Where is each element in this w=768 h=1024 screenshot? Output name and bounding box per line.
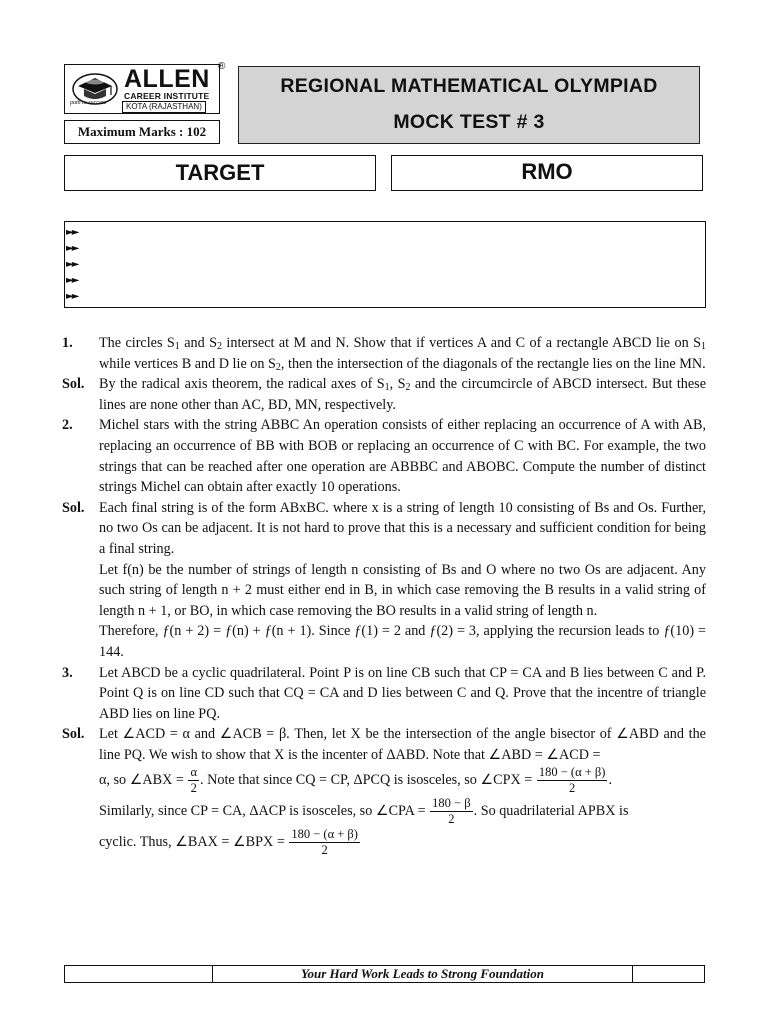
logo-subtitle: CAREER INSTITUTE bbox=[124, 91, 210, 101]
page-footer bbox=[64, 965, 705, 983]
logo-brand: ALLEN bbox=[124, 65, 210, 93]
solution-paragraph: Each final string is of the form ABxBC. where x is a string of length 10 consisting of Bs and Os. Further, no two Os can be adjacent. It is not hard to prove that this is a necessary and sufficient condition for being a final string. bbox=[99, 499, 706, 557]
bullet-arrow-icon: ►► bbox=[66, 243, 78, 254]
bullet-arrow-icon: ►► bbox=[66, 291, 78, 302]
solution-label: Sol. bbox=[62, 726, 85, 743]
solution-3 bbox=[62, 724, 706, 858]
bullet-arrow-icon: ►► bbox=[66, 275, 78, 286]
solution-text bbox=[99, 498, 706, 663]
solution-paragraph: Therefore, ƒ(n + 2) = ƒ(n) + ƒ(n + 1). Since ƒ(1) = 2 and ƒ(2) = 3, applying the recursion leads to ƒ(10) = 144. bbox=[99, 623, 707, 660]
registered-mark: ® bbox=[218, 61, 226, 72]
question-text: Michel stars with the string ABBC An operation consists of either replacing an occurrence of A with AB, replacing an occurrence of BB with BOB or replacing an occurrence of C with BC. For example, the two strings that can be reached after one operation are ABBBC and ABOBC. Compute the number of distinct strings Michel can obtain after exactly 10 operations. bbox=[99, 417, 706, 496]
fraction: $\frac{180 - (\alpha + \beta)}{2}$ bbox=[291, 827, 358, 858]
fraction: $\frac{180 - (\alpha + \beta)}{2}$ bbox=[538, 765, 606, 796]
solution-label: Sol. bbox=[62, 376, 85, 393]
target-value: RMO bbox=[391, 155, 703, 191]
fraction: $\frac{180 - \beta}{2}$ bbox=[432, 796, 471, 827]
solution-text bbox=[99, 724, 706, 858]
solution-math-line: α, so ∠ABX = $\frac{\alpha}{2}$ . Note that since CQ = CP, ΔPCQ is isosceles, so ∠CPX = $\frac{180 - (\alpha + \beta)}{2}$ . bbox=[99, 765, 612, 796]
problem-list bbox=[62, 333, 706, 858]
footer-left-cell bbox=[65, 966, 213, 982]
bullet-arrow-icon: ►► bbox=[66, 259, 78, 270]
solution-paragraph: Let f(n) be the number of strings of length n consisting of Bs and O where no two Os are adjacent. Any such string of length n + 2 must either end in B, in which case removing the B results in a valid string of length n + 1, or BO, in which case removing the BO results in a valid string of length n. bbox=[99, 561, 706, 619]
solution-label: Sol. bbox=[62, 499, 85, 516]
solution-2 bbox=[62, 498, 706, 663]
instructions-box bbox=[64, 221, 706, 308]
question-3 bbox=[62, 663, 706, 725]
exam-title-box bbox=[238, 66, 700, 144]
bullet-arrow-icon: ►► bbox=[66, 227, 78, 238]
logo-location: KOTA (RAJASTHAN) bbox=[122, 101, 206, 113]
solution-text: By the radical axis theorem, the radical axes of $S_1$, $S_2$ and the circumcircle of ABCD intersect. But these lines are none other than AC, BD, MN, respectively. bbox=[99, 376, 706, 413]
question-1 bbox=[62, 333, 706, 374]
question-number: 3. bbox=[62, 664, 73, 681]
fraction: $\frac{\alpha}{2}$ bbox=[190, 765, 198, 796]
solution-paragraph: Let ∠ACD = α and ∠ACB = β. Then, let X be the intersection of the angle bisector of ∠ABD and the line PQ. We wish to show that X is the incenter of ΔABD. Note that ∠ABD = ∠ACD = bbox=[99, 726, 706, 763]
footer-right-cell bbox=[632, 966, 704, 982]
question-number: 1. bbox=[62, 335, 73, 351]
solution-1 bbox=[62, 374, 706, 415]
solution-math-line: Similarly, since CP = CA, ΔACP is isosceles, so ∠CPA = $\frac{180 - \beta}{2}$ . So quadrilaterial APBX is bbox=[99, 796, 629, 827]
target-label: TARGET bbox=[64, 155, 376, 191]
footer-motto: Your Hard Work Leads to Strong Foundation bbox=[301, 966, 544, 981]
exam-title: REGIONAL MATHEMATICAL OLYMPIAD bbox=[280, 75, 658, 97]
logo-tagline: path to success bbox=[70, 100, 107, 106]
maximum-marks: Maximum Marks : 102 bbox=[64, 120, 220, 144]
question-number: 2. bbox=[62, 417, 73, 434]
question-text: Let ABCD be a cyclic quadrilateral. Point P is on line CB such that CP = CA and B lies between C and P. Point Q is on line CD such that CQ = CA and D lies between C and Q. Prove that the incentre of triangle ABD lies on line PQ. bbox=[99, 664, 706, 722]
question-2 bbox=[62, 415, 706, 497]
solution-math-line: cyclic. Thus, ∠BAX = ∠BPX = $\frac{180 - (\alpha + \beta)}{2}$ bbox=[99, 827, 358, 858]
exam-subtitle: MOCK TEST # 3 bbox=[393, 111, 545, 133]
institute-logo bbox=[64, 64, 220, 114]
question-text: The circles $S_1$ and $S_2$ intersect at M and N. Show that if vertices A and C of a rectangle ABCD lie on $S_1$ while vertices B and D lie on $S_2$, then the intersection of the diagonals of the rectangle lies on the line MN. bbox=[99, 335, 707, 373]
